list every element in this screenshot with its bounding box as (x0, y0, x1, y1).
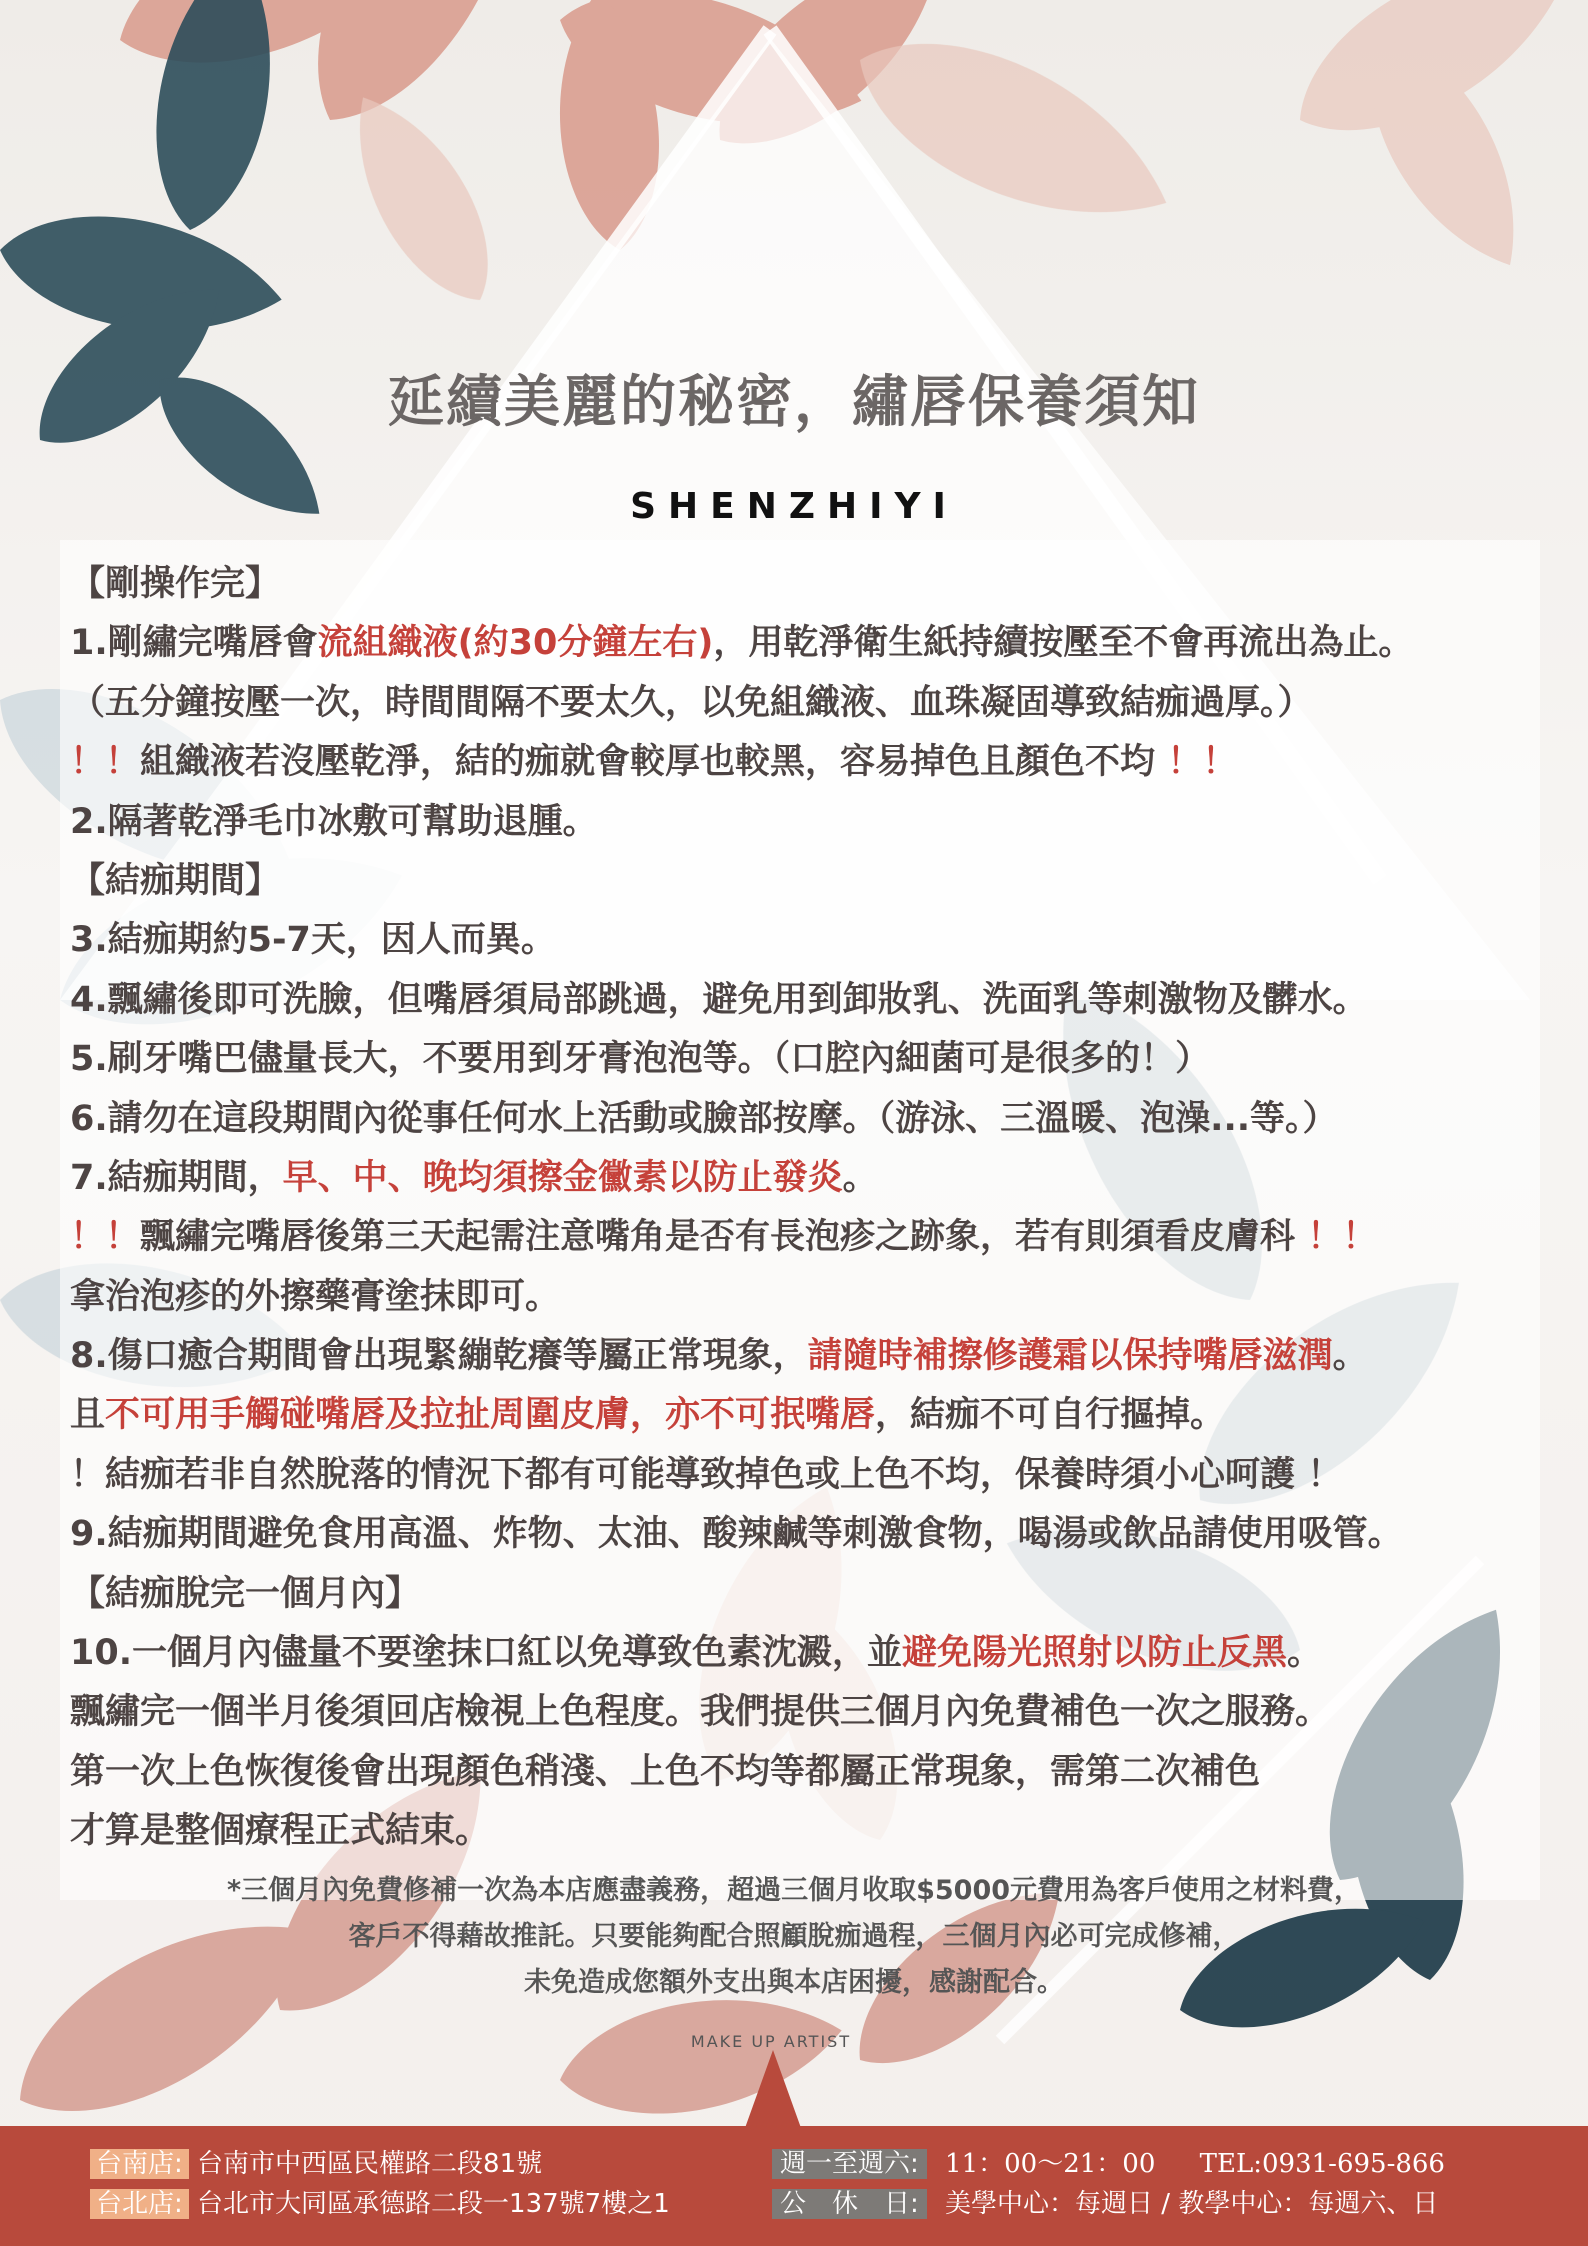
taipei-label: 台北店: (90, 2189, 189, 2219)
brand-name: SHENZHIYI (630, 486, 958, 527)
body-text: 1.剛繡完嘴唇會 (70, 623, 318, 664)
highlight-text: ！！ (1167, 742, 1238, 783)
instruction-line (70, 1624, 1550, 1683)
highlight-text: ！！ (70, 1217, 141, 1258)
instruction-line (70, 555, 1550, 614)
body-text: ，用乾淨衛生紙持續按壓至不會再流出為止。 (713, 623, 1414, 664)
instruction-line (70, 1565, 1550, 1624)
disclaimer-notes (0, 1868, 1588, 2006)
instruction-line (70, 1030, 1550, 1089)
body-text: 6.請勿在這段期間內從事任何水上活動或臉部按摩。（游泳、三溫暖、泡澡...等。） (70, 1098, 1338, 1139)
closed-value: 美學中心：每週日 / 教學中心：每週六、日 (945, 2189, 1439, 2219)
body-text: 且 (70, 1395, 106, 1436)
body-text: 10.一個月內儘量不要塗抹口紅以免導致色素沈澱，並 (70, 1633, 903, 1674)
page-title: 延續美麗的秘密，繡唇保養須知 (388, 370, 1200, 435)
taipei-store (90, 2188, 670, 2220)
body-text: 飄繡完一個半月後須回店檢視上色程度。我們提供三個月內免費補色一次之服務。 (70, 1692, 1331, 1733)
highlight-text: ！！ (70, 742, 141, 783)
care-instructions (70, 555, 1550, 1862)
highlight-text: 不可用手觸碰嘴唇及拉扯周圍皮膚，亦不可抿嘴唇 (105, 1395, 876, 1436)
instruction-line (70, 1802, 1550, 1861)
highlight-text: ！！ (1307, 1217, 1378, 1258)
highlight-text: 請隨時補擦修護霜以保持嘴唇滋潤 (807, 1336, 1333, 1377)
body-text: 3.結痂期約5-7天，因人而異。 (70, 920, 556, 961)
body-text: 9.結痂期間避免食用高溫、炸物、太油、酸辣鹹等刺激食物，喝湯或飲品請使用吸管。 (70, 1514, 1403, 1555)
body-text: 【結痂脫完一個月內】 (70, 1573, 421, 1614)
body-text: 拿治泡疹的外擦藥膏塗抹即可。 (70, 1276, 561, 1317)
closed-label: 公 休 日: (772, 2189, 927, 2219)
note-line: *三個月內免費修補一次為本店應盡義務，超過三個月收取$5000元費用為客戶使用之材料費， (226, 1875, 1362, 1906)
note-line: 客戶不得藉故推託。只要能夠配合照顧脫痂過程，三個月內必可完成修補， (348, 1921, 1240, 1952)
tainan-label: 台南店: (90, 2149, 189, 2179)
taipei-address: 台北市大同區承德路二段一137號7樓之1 (197, 2189, 670, 2219)
body-text: 8.傷口癒合期間會出現緊繃乾癢等屬正常現象， (70, 1336, 808, 1377)
instruction-line (70, 1327, 1550, 1386)
note-line: 未免造成您額外支出與本店困擾，感謝配合。 (524, 1967, 1064, 1998)
highlight-text: 流組織液(約30分鐘左右) (317, 623, 714, 664)
make-up-artist-label: MAKE UP ARTIST (690, 2032, 852, 2051)
closed-days (772, 2188, 1438, 2220)
instruction-line (70, 1386, 1550, 1445)
body-text: 【剛操作完】 (70, 564, 281, 604)
highlight-text: 避免陽光照射以防止反黑 (902, 1633, 1288, 1674)
body-text: ，結痂不可自行摳掉。 (875, 1395, 1226, 1436)
instruction-line (70, 614, 1550, 673)
hours-label: 週一至週六: (772, 2149, 927, 2179)
instruction-line (70, 1268, 1550, 1327)
body-text: 4.飄繡後即可洗臉，但嘴唇須局部跳過，避免用到卸妝乳、洗面乳等刺激物及髒水。 (70, 979, 1368, 1020)
telephone: TEL:0931-695-866 (1199, 2149, 1445, 2179)
footer (0, 2126, 1588, 2246)
hours-value: 11：00～21：00 (945, 2149, 1156, 2179)
instruction-line (70, 1208, 1550, 1267)
instruction-line (70, 1090, 1550, 1149)
body-text: 2.隔著乾淨毛巾冰敷可幫助退腫。 (70, 801, 598, 842)
instruction-line (70, 733, 1550, 792)
instruction-line (70, 971, 1550, 1030)
instruction-line (70, 1683, 1550, 1742)
body-text: 【結痂期間】 (70, 860, 281, 901)
business-hours (772, 2148, 1445, 2180)
body-text: 。 (1332, 1336, 1368, 1377)
instruction-line (70, 793, 1550, 852)
tainan-address: 台南市中西區民權路二段81號 (197, 2149, 543, 2179)
instruction-line (70, 1743, 1550, 1802)
body-text: 才算是整個療程正式結束。 (70, 1811, 491, 1852)
body-text: 7.結痂期間， (70, 1157, 283, 1198)
instruction-line (70, 1149, 1550, 1208)
body-text: 5.刷牙嘴巴儘量長大，不要用到牙膏泡泡等。（口腔內細菌可是很多的！） (70, 1039, 1211, 1080)
body-text: 飄繡完嘴唇後第三天起需注意嘴角是否有長泡疹之跡象，若有則須看皮膚科 (140, 1217, 1308, 1258)
body-text: 。 (842, 1157, 878, 1198)
instruction-line (70, 852, 1550, 911)
body-text: ！結痂若非自然脫落的情況下都有可能導致掉色或上色不均，保養時須小心呵護 ！ (70, 1454, 1343, 1495)
tainan-store (90, 2148, 542, 2180)
instruction-line (70, 1505, 1550, 1564)
body-text: 第一次上色恢復後會出現顏色稍淺、上色不均等都屬正常現象，需第二次補色 (70, 1751, 1261, 1792)
highlight-text: 早、中、晚均須擦金黴素以防止發炎 (282, 1157, 843, 1198)
body-text: 組織液若沒壓乾淨，結的痂就會較厚也較黑，容易掉色且顏色不均 (140, 742, 1168, 783)
body-text: 。 (1287, 1633, 1323, 1674)
instruction-line (70, 911, 1550, 970)
body-text: （五分鐘按壓一次，時間間隔不要太久，以免組織液、血珠凝固導致結痂過厚。） (70, 682, 1313, 723)
instruction-line (70, 1446, 1550, 1505)
instruction-line (70, 674, 1550, 733)
